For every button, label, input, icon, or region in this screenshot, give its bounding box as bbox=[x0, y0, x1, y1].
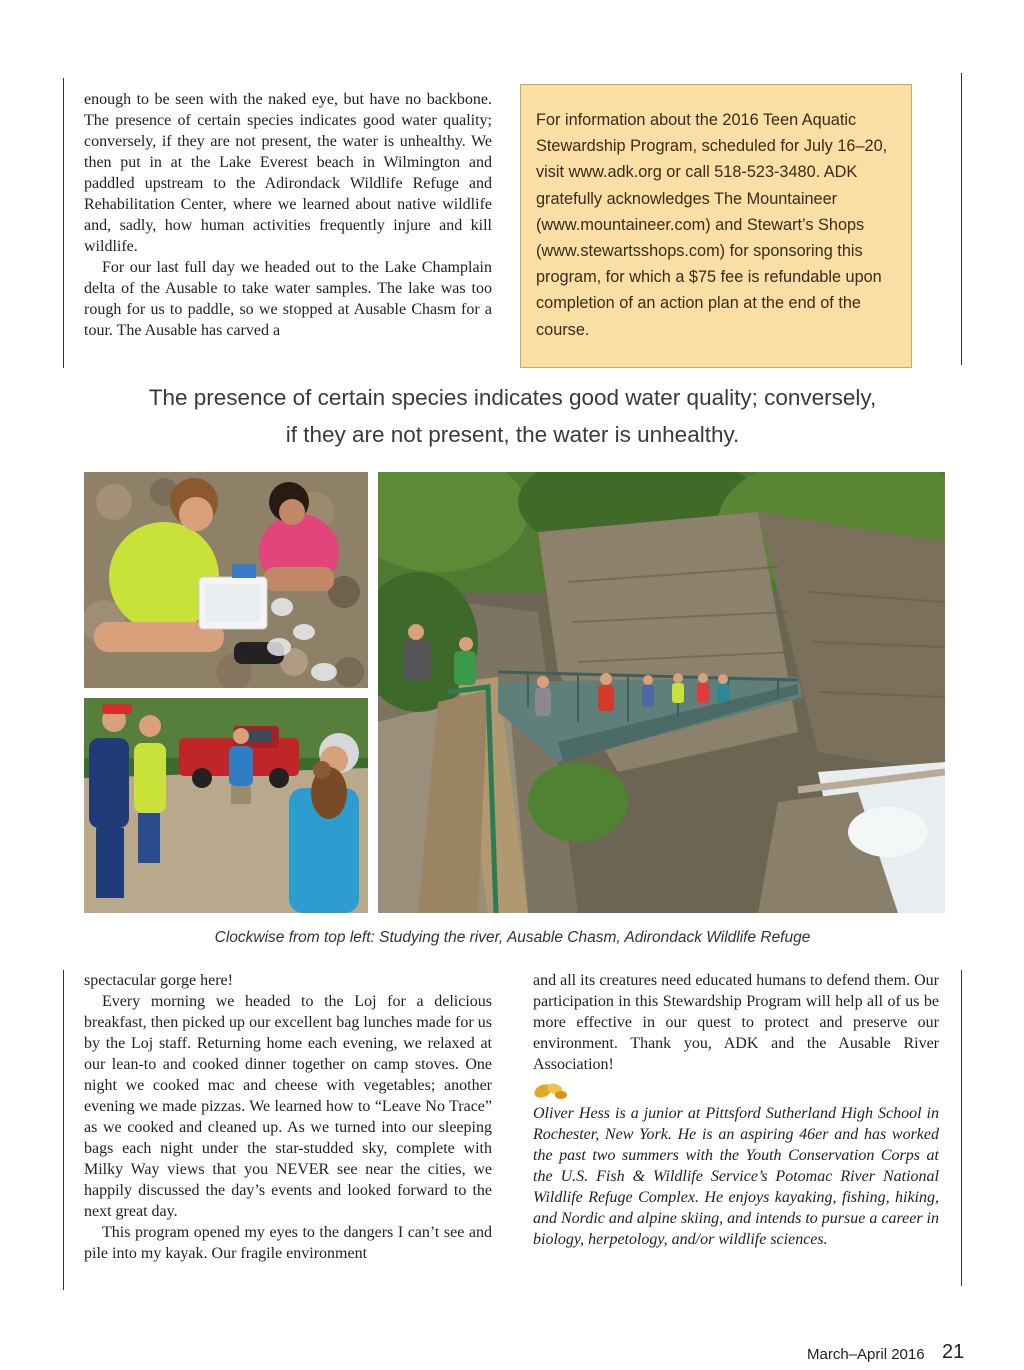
photo-ausable-chasm bbox=[378, 472, 945, 913]
article-paragraph: enough to be seen with the naked eye, but have no backbone. The presence of certain species indicates good water quality; conversely, if they are not present, the water is unhealthy. We then put in at the Lake Everest beach in Wilmington and paddled upstream to the Adirondack Wildlife Refuge and Rehabilitation Center, where we learned about native wildlife and, sadly, how human activities frequently injure and kill wildlife. bbox=[84, 91, 492, 255]
pull-quote bbox=[60, 379, 965, 453]
page-number: 21 bbox=[942, 1341, 965, 1363]
article-paragraph: spectacular gorge here! bbox=[84, 972, 233, 989]
photo-wildlife-refuge bbox=[84, 698, 368, 913]
right-margin-rule bbox=[961, 73, 962, 365]
issue-date: March–April 2016 bbox=[807, 1346, 925, 1363]
left-margin-rule-lower bbox=[63, 970, 64, 1290]
author-bio: Oliver Hess is a junior at Pittsford Sutherland High School in Rochester, New York. He is an aspiring 46er and has worked the past two summers with the Youth Conservation Corps at the U.S. Fish & Wildlife Service’s Potomac River National Wildlife Refuge Complex. He enjoys kayaking, fishing, hiking, and Nordic and alpine skiing, and intends to pursue a career in biology, herpetology, and/or wildlife sciences. bbox=[533, 1105, 939, 1248]
right-margin-rule-lower bbox=[961, 970, 962, 1286]
article-paragraph: This program opened my eyes to the dangers I can’t see and pile into my kayak. Our fragile environment bbox=[84, 1224, 492, 1262]
program-info-sidebar bbox=[520, 84, 912, 368]
article-column-top-left bbox=[84, 89, 492, 341]
article-paragraph: Every morning we headed to the Loj for a delicious breakfast, then picked up our excellent bag lunches made for us by the Loj staff. Returning home each evening, we relaxed at our lean-to and cooked dinner together on camp stoves. One night we cooked mac and cheese with vegetables; another evening we made pizzas. We learned how to “Leave No Trace” as we cooked and cleaned up. As we turned into our sleeping bags each night under the star-studded sky, complete with Milky Way views that you NEVER see near the cities, we happily discussed the day’s events and looked forward to the next great day. bbox=[84, 993, 492, 1220]
article-paragraph: and all its creatures need educated humans to defend them. Our participation in this Stewardship Program will help all of us be more effective in our quest to protect and preserve our environment. Thank you, ADK and the Ausable River Association! bbox=[533, 972, 939, 1073]
article-paragraph: For our last full day we headed out to the Lake Champlain delta of the Ausable to take water samples. The lake was too rough for us to paddle, so we stopped at Ausable Chasm for a tour. The Ausable has carved a bbox=[84, 259, 492, 339]
photo-caption: Clockwise from top left: Studying the river, Ausable Chasm, Adirondack Wildlife Refuge bbox=[214, 929, 811, 946]
article-column-bottom-right bbox=[533, 970, 939, 1250]
pull-quote-line: The presence of certain species indicates good water quality; conversely, bbox=[148, 385, 877, 410]
photo-studying-river bbox=[84, 472, 368, 688]
sidebar-text: For information about the 2016 Teen Aquatic Stewardship Program, scheduled for July 16–20, visit www.adk.org or call 518-523-3480. ADK gratefully acknowledges The Mountaineer (www.mountaineer.com) and Stewart’s Shops (www.stewartsshops.com) for sponsoring this program, for which a $75 fee is refundable upon completion of an action plan at the end of the course. bbox=[536, 111, 888, 339]
end-mark-icon bbox=[533, 1079, 939, 1103]
pull-quote-line: if they are not present, the water is unhealthy. bbox=[285, 422, 740, 447]
article-column-bottom-left bbox=[84, 970, 492, 1264]
left-margin-rule bbox=[63, 78, 64, 368]
